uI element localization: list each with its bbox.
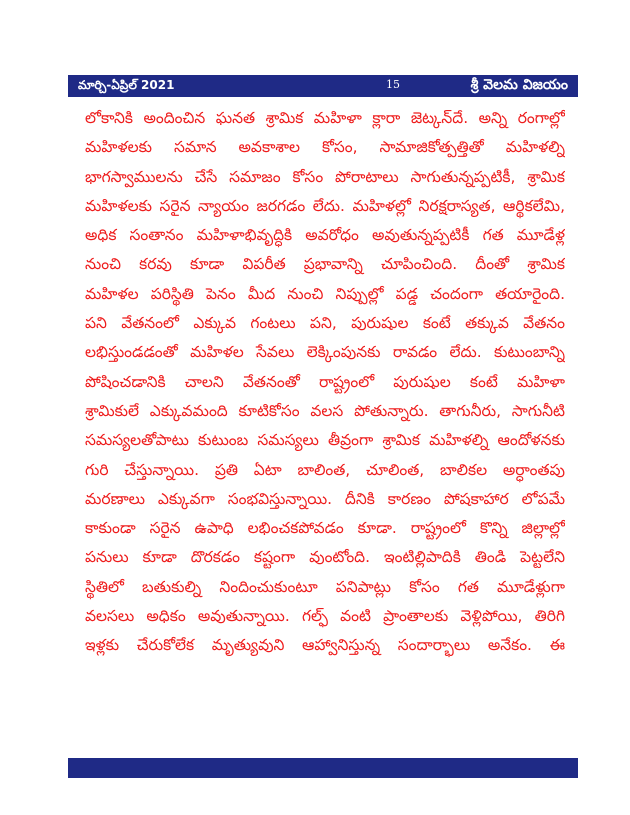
page-header-bar [68,75,578,97]
article-line: ఇళ్లకు చేరుకోలేక మృత్యువుని ఆహ్వానిస్తున్న సందార్భాలు అనేకం. ఈ [85,636,565,655]
article-line: పని వేతనంలో ఎక్కువ గంటలు పని, పురుషుల కంటే తక్కువ వేతనం [85,314,565,333]
article-line: శ్రామికులే ఎక్కువమంది కూటికోసం వలస పోతున్నారు. తాగునీరు, సాగునీటి [85,401,565,420]
article-line: పోషించడానికి చాలని వేతనంతో రాష్ట్రంలో పురుషుల కంటే మహిళా [85,372,565,391]
article-line: మహిళలకు సరైన న్యాయం జరగడం లేదు. మహిళల్లో నిరక్షరాస్యత, ఆర్థికలేమి, [85,196,565,215]
page-footer-bar [68,758,578,778]
magazine-title: శ్రీ వెలమ విజయం [470,77,568,93]
article-line: లోకానికి అందించిన ఘనత శ్రామిక మహిళా క్లారా జెట్కన్‌దే. అన్ని రంగాల్లో [85,109,565,127]
article-line: మహిళలకు సమాన అవకాశాల కోసం, సామాజికోత్పత్తితో మహిళల్ని [85,138,565,157]
article-line: లభిస్తుండడంతో మహిళల సేవలు లెక్కింపునకు రావడం లేదు. కుటుంబాన్ని [85,343,565,362]
article-line: మరణాలు ఎక్కువగా సంభవిస్తున్నాయి. దీనికి కారణం పోషకాహార లోపమే [85,489,565,508]
article-line: స్థితిలో బతుకుల్ని నిందించుకుంటూ పనిపాట్లు కోసం గత మూడేళ్లుగా [85,577,565,596]
page-number: 15 [386,78,400,91]
article-line: మహిళల పరిస్థితి పెనం మీద నుంచి నిప్పుల్లో పడ్డ చందంగా తయారైంది. [85,284,565,303]
issue-date: మార్చి-ఏప్రిల్ 2021 [78,78,175,92]
article-line: వలసలు అధికం అవుతున్నాయి. గల్ఫ్ వంటి ప్రాంతాలకు వెళ్లిపోయి, తిరిగి [85,607,565,626]
article-line: అధిక సంతానం మహిళాభివృద్ధికి అవరోధం అవుతున్నప్పటికీ గత మూడేళ్ల [85,226,565,245]
article-line: భాగస్వాములను చేసే సమాజం కోసం పోరాటాలు సాగుతున్నప్పటికీ, శ్రామిక [85,167,565,186]
article-body [85,104,565,661]
article-line: సమస్యలతోపాటు కుటుంబ సమస్యలు తీవ్రంగా శ్రామిక మహిళల్ని ఆందోళనకు [85,431,565,450]
article-line: నుంచి కరవు కూడా విపరీత ప్రభావాన్ని చూపించింది. దీంతో శ్రామిక [85,255,565,274]
article-line: గురి చేస్తున్నాయి. ప్రతి ఏటా బాలింత, చూలింత, బాలికల అర్ధాంతపు [85,460,565,479]
article-line: పనులు కూడా దొరకడం కష్టంగా వుంటోంది. ఇంటిల్లిపాదికి తిండి పెట్టలేని [85,548,565,567]
article-line: కాకుండా సరైన ఉపాధి లభించకపోవడం కూడా. రాష్ట్రంలో కొన్ని జిల్లాల్లో [85,519,565,538]
